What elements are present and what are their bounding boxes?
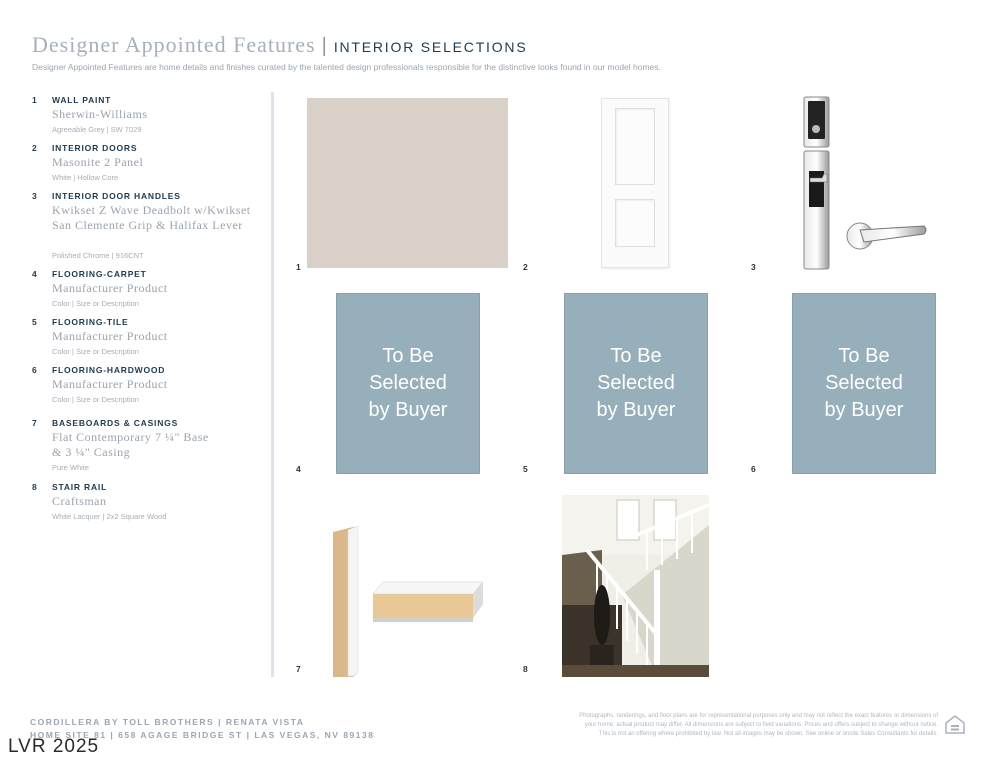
cell-number-5: 5: [523, 464, 528, 474]
item-detail: Polished Chrome | 916CNT: [52, 251, 144, 260]
item-detail: Color | Size or Description: [52, 347, 139, 356]
item-heading: STAIR RAIL: [52, 482, 108, 492]
cell-number-4: 4: [296, 464, 301, 474]
stair-rail-photo: [562, 495, 709, 677]
intro-text: Designer Appointed Features are home details and finishes curated by the talented design professionals responsible for the distinctive looks found in our model homes.: [32, 62, 661, 72]
item-product: Manufacturer Product: [52, 329, 168, 343]
placeholder-carpet: [336, 293, 480, 474]
item-product: Flat Contemporary 7 ¼" Base & 3 ¼" Casing: [52, 430, 209, 459]
page-title: [32, 32, 527, 58]
cell-number-1: 1: [296, 262, 301, 272]
watermark: LVR 2025: [8, 736, 100, 757]
item-heading: INTERIOR DOOR HANDLES: [52, 191, 181, 201]
door-image: [601, 98, 669, 268]
item-detail: White | Hollow Core: [52, 173, 119, 182]
item-number: 8: [32, 482, 37, 492]
title-text: Designer Appointed Features: [32, 32, 316, 57]
cell-number-6: 6: [751, 464, 756, 474]
item-number: 1: [32, 95, 37, 105]
item-number: 7: [32, 418, 37, 428]
placeholder-hardwood: [792, 293, 936, 474]
item-detail: Agreeable Grey | SW 7029: [52, 125, 142, 134]
column-divider: [271, 92, 274, 677]
placeholder-text: To Be Selected by Buyer: [368, 345, 448, 421]
placeholder-text: To Be Selected by Buyer: [596, 345, 676, 421]
equal-housing-opportunity-icon: [944, 714, 966, 736]
item-number: 2: [32, 143, 37, 153]
item-product: Craftsman: [52, 494, 107, 508]
item-product: Sherwin-Williams: [52, 107, 148, 121]
footer-line-2: HOME SITE 81 | 658 AGAGE BRIDGE ST | LAS VEGAS, NV 89138: [30, 730, 375, 740]
footer-line-1: CORDILLERA BY TOLL BROTHERS | RENATA VISTA: [30, 717, 305, 727]
item-product: Manufacturer Product: [52, 281, 168, 295]
title-separator: |: [321, 35, 328, 57]
item-detail: Color | Size or Description: [52, 395, 139, 404]
item-number: 3: [32, 191, 37, 201]
paint-swatch: [307, 98, 508, 268]
title-subtitle: INTERIOR SELECTIONS: [333, 39, 528, 55]
item-number: 6: [32, 365, 37, 375]
cell-number-8: 8: [523, 664, 528, 674]
cell-number-7: 7: [296, 664, 301, 674]
item-heading: INTERIOR DOORS: [52, 143, 138, 153]
baseboard-image: [328, 522, 493, 677]
door-lower-panel: [615, 199, 655, 247]
item-product: Kwikset Z Wave Deadbolt w/Kwikset San Clemente Grip & Halifax Lever: [52, 203, 251, 232]
item-detail: White Lacquer | 2x2 Square Wood: [52, 512, 167, 521]
cell-number-3: 3: [751, 262, 756, 272]
door-handle-image: [796, 94, 936, 274]
disclaimer: Photographs, renderings, and floor plans are for representational purposes only and may not reflect the exact features or dimensions of your home; actual product may differ. All dimensions are subject to field variations. Prices and offers subject to change without notice. This is not an offering where prohibited by law. Not all images may be shown. See online or onsite Sales Consultants for details.: [579, 713, 938, 737]
placeholder-text: To Be Selected by Buyer: [824, 345, 904, 421]
item-heading: BASEBOARDS & CASINGS: [52, 418, 179, 428]
cell-number-2: 2: [523, 262, 528, 272]
item-product: Manufacturer Product: [52, 377, 168, 391]
item-detail: Pure White: [52, 463, 90, 472]
item-heading: FLOORING-HARDWOOD: [52, 365, 166, 375]
door-upper-panel: [615, 108, 655, 185]
placeholder-tile: [564, 293, 708, 474]
item-detail: Color | Size or Description: [52, 299, 139, 308]
item-product: Masonite 2 Panel: [52, 155, 144, 169]
item-heading: FLOORING-TILE: [52, 317, 129, 327]
item-heading: WALL PAINT: [52, 95, 112, 105]
item-heading: FLOORING-CARPET: [52, 269, 147, 279]
item-number: 5: [32, 317, 37, 327]
item-number: 4: [32, 269, 37, 279]
